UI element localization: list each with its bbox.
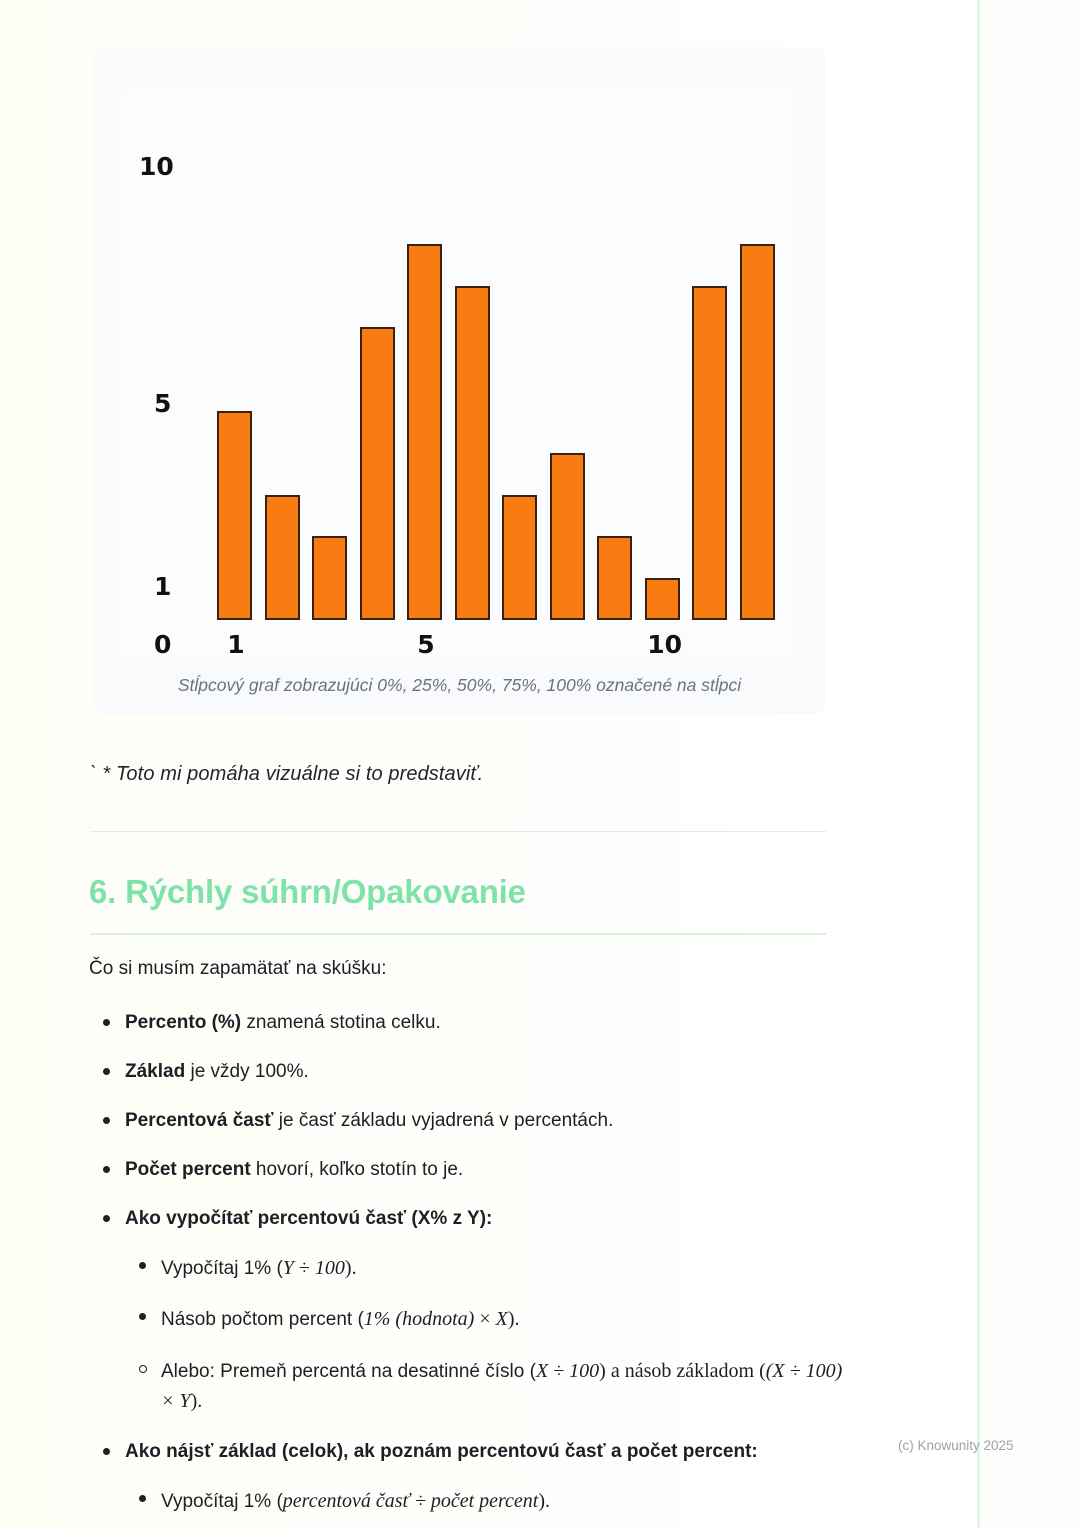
sub-item-mid: ) a násob základom ( bbox=[599, 1359, 766, 1382]
bar bbox=[407, 244, 442, 620]
bar bbox=[312, 536, 347, 620]
y-tick-10: 10 bbox=[139, 152, 174, 181]
y-tick-1: 1 bbox=[154, 572, 172, 601]
bullet-icon bbox=[139, 1262, 146, 1269]
bullet-icon bbox=[139, 1313, 146, 1320]
x-tick-5: 5 bbox=[417, 630, 435, 659]
bullet-icon bbox=[103, 1068, 110, 1075]
chart-plot-area bbox=[121, 86, 798, 660]
list-item-term: Percentová časť bbox=[125, 1109, 274, 1131]
sub-list-item bbox=[125, 1253, 849, 1284]
x-tick-10: 10 bbox=[647, 630, 683, 659]
sub-list-item bbox=[125, 1486, 849, 1517]
list-item-term: Percento (%) bbox=[125, 1012, 242, 1033]
sub-item-math-1: Y bbox=[282, 1256, 294, 1279]
sub-item-lead: Násob počtom percent ( bbox=[161, 1309, 364, 1331]
sub-item-math-1: percentová časť ÷ počet percent bbox=[282, 1489, 539, 1512]
list-item-text: je časť základu vyjadrená v percentách. bbox=[273, 1109, 614, 1131]
bar bbox=[597, 536, 632, 620]
sub-list bbox=[125, 1253, 849, 1417]
list-item-term: Počet percent bbox=[125, 1158, 251, 1180]
section-lead-text: Čo si musím zapamätať na skúšku: bbox=[89, 958, 387, 979]
list-item bbox=[89, 1439, 849, 1516]
list-item-term: Ako vypočítať percentovú časť (X% z Y): bbox=[125, 1207, 493, 1229]
page-title: 6. Rýchly súhrn/Opakovanie bbox=[89, 873, 526, 910]
sub-list-item bbox=[125, 1356, 849, 1417]
bullet-icon bbox=[103, 1215, 110, 1222]
sub-item-lead: Vypočítaj 1% ( bbox=[161, 1257, 283, 1279]
sub-item-lead: Alebo: Premeň percentá na desatinné číslo ( bbox=[161, 1360, 536, 1382]
sub-item-tail: ). bbox=[190, 1390, 203, 1413]
sub-item-tail: ). bbox=[538, 1489, 551, 1512]
bar bbox=[502, 495, 537, 620]
bar bbox=[217, 411, 252, 620]
sub-list-item bbox=[125, 1304, 849, 1335]
list-item-text: znamená stotina celku. bbox=[241, 1012, 441, 1033]
sub-item-math-2: (X ÷ 100) × Y bbox=[161, 1359, 843, 1413]
bar bbox=[360, 327, 395, 620]
y-tick-5: 5 bbox=[154, 389, 172, 418]
list-item-text: je vždy 100%. bbox=[185, 1060, 309, 1082]
bar bbox=[645, 578, 680, 620]
list-item-text: hovorí, koľko stotín to je. bbox=[250, 1158, 464, 1180]
sub-item-tail: ). bbox=[344, 1256, 357, 1279]
list-item bbox=[89, 1108, 849, 1135]
figure-caption: Stĺpcový graf zobrazujúci 0%, 25%, 50%, 75%, 100% označené na stĺpci bbox=[177, 675, 742, 695]
x-tick-1: 1 bbox=[227, 630, 245, 659]
sub-item-mid: ÷ bbox=[293, 1256, 315, 1279]
copyright-watermark: (c) Knowunity 2025 bbox=[898, 1438, 1014, 1453]
bar bbox=[455, 286, 490, 620]
bar bbox=[265, 495, 300, 620]
sub-item-lead: Vypočítaj 1% ( bbox=[161, 1490, 283, 1512]
sub-item-math-2: X bbox=[495, 1308, 508, 1331]
figure-card bbox=[94, 47, 825, 714]
list-item-term: Základ bbox=[125, 1060, 186, 1082]
bar-series bbox=[211, 86, 781, 620]
sub-list bbox=[125, 1486, 849, 1517]
right-margin-strip bbox=[978, 0, 1080, 1528]
heading-underline bbox=[90, 933, 826, 935]
list-item bbox=[89, 1010, 849, 1037]
sub-item-math-1: 1% (hodnota) bbox=[363, 1308, 475, 1331]
visual-note-text: ` * Toto mi pomáha vizuálne si to predstaviť. bbox=[90, 763, 484, 785]
bar-chart bbox=[121, 86, 798, 660]
list-item bbox=[89, 1157, 849, 1184]
list-item-term: Ako nájsť základ (celok), ak poznám percentovú časť a počet percent: bbox=[125, 1440, 758, 1462]
bar bbox=[740, 244, 775, 620]
sub-item-tail: ). bbox=[507, 1308, 520, 1331]
summary-list bbox=[89, 1010, 849, 1538]
y-tick-0: 0 bbox=[154, 630, 172, 659]
bar bbox=[550, 453, 585, 620]
bullet-hollow-icon bbox=[139, 1365, 147, 1373]
bullet-icon bbox=[103, 1019, 110, 1026]
bullet-icon bbox=[103, 1448, 110, 1455]
sub-item-math-1: X ÷ 100 bbox=[535, 1359, 600, 1382]
list-item bbox=[89, 1206, 849, 1417]
horizontal-rule bbox=[90, 831, 826, 832]
list-item bbox=[89, 1059, 849, 1086]
sub-item-mid: × bbox=[474, 1308, 496, 1331]
bullet-icon bbox=[103, 1166, 110, 1173]
bullet-icon bbox=[103, 1117, 110, 1124]
sub-item-math-2: 100 bbox=[314, 1256, 345, 1279]
bar bbox=[692, 286, 727, 620]
bullet-icon bbox=[139, 1495, 146, 1502]
